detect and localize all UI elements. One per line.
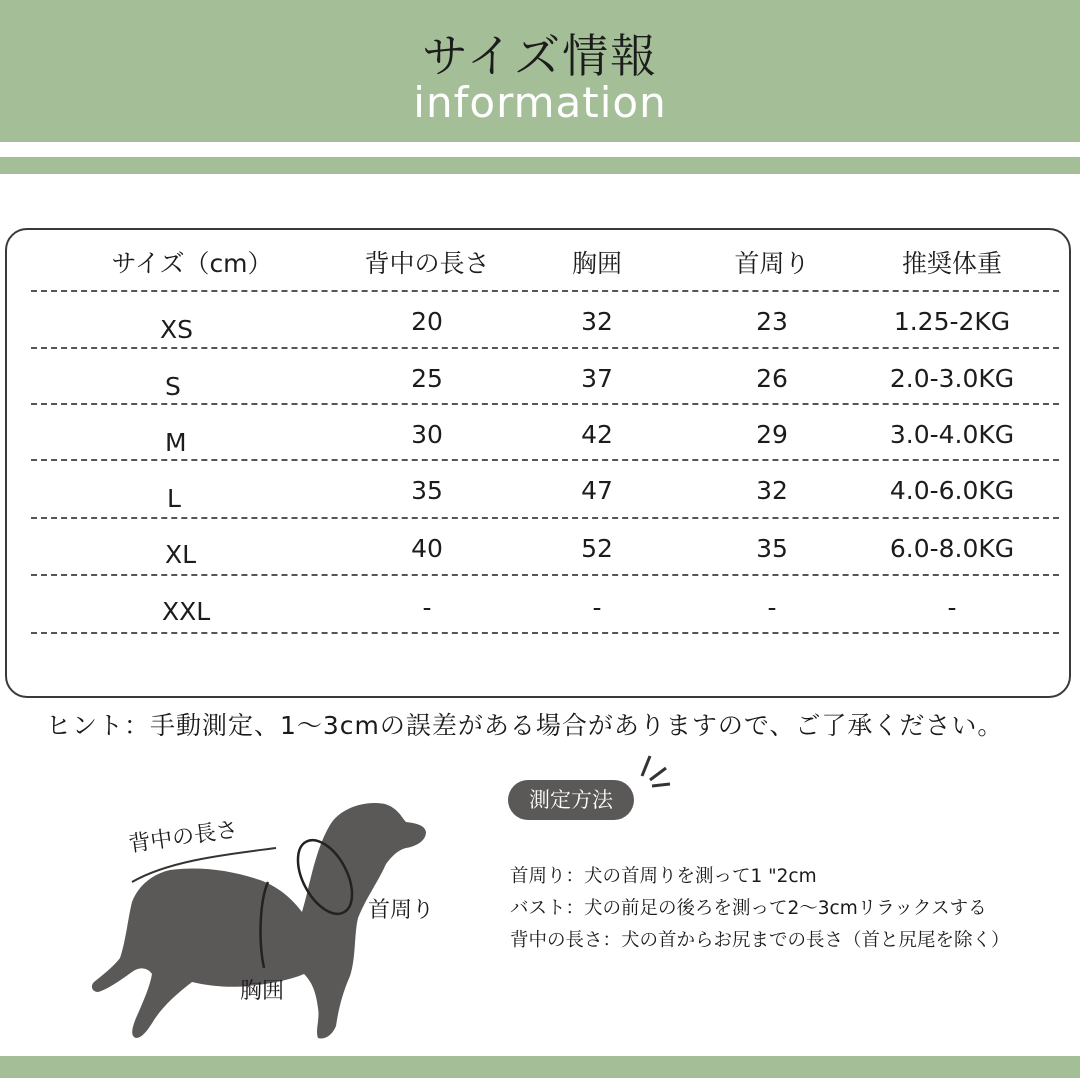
method-badge: 測定方法	[508, 780, 634, 820]
back-cell: 30	[411, 420, 443, 449]
chest-cell: -	[592, 593, 602, 622]
neck-cell: -	[767, 593, 777, 622]
size-cell: XL	[165, 540, 197, 569]
page-title: サイズ情報	[421, 29, 659, 83]
page-subtitle: information	[413, 78, 667, 127]
neck-cell: 32	[756, 476, 788, 505]
note-neck: 首周り：犬の首周りを測って1 "2cm	[510, 866, 817, 887]
header-chest: 胸囲	[571, 249, 622, 278]
weight-cell: 1.25-2KG	[893, 307, 1011, 336]
back-cell: 20	[411, 307, 443, 336]
table-row	[7, 407, 1073, 463]
weight-cell: 2.0-3.0KG	[889, 364, 1015, 393]
back-cell: 25	[411, 364, 443, 393]
row-divider	[31, 403, 1059, 405]
weight-cell: 6.0-8.0KG	[889, 534, 1015, 563]
row-divider	[31, 517, 1059, 519]
header-neck: 首周り	[734, 249, 810, 278]
header-back-length: 背中の長さ	[364, 249, 490, 278]
row-divider	[31, 632, 1059, 634]
table-row	[7, 463, 1073, 519]
table-row	[7, 294, 1073, 350]
size-cell: XXL	[162, 597, 211, 626]
size-cell: L	[167, 484, 181, 513]
chest-cell: 47	[581, 476, 613, 505]
row-divider	[31, 459, 1059, 461]
row-divider	[31, 574, 1059, 576]
back-cell: 40	[411, 534, 443, 563]
header-weight: 推奨体重	[901, 249, 1002, 278]
table-row	[7, 580, 1073, 636]
size-cell: S	[165, 372, 181, 401]
divider-stripe-top	[0, 157, 1080, 174]
weight-cell: -	[947, 593, 957, 622]
row-divider	[31, 347, 1059, 349]
neck-cell: 29	[756, 420, 788, 449]
size-table	[5, 228, 1071, 698]
weight-cell: 4.0-6.0KG	[889, 476, 1015, 505]
size-cell: M	[165, 428, 187, 457]
label-chest: 胸囲	[240, 979, 285, 1004]
chest-cell: 52	[581, 534, 613, 563]
neck-cell: 23	[756, 307, 788, 336]
hint-text: ヒント：手動測定、1～3cmの誤差がある場合がありますので、ご了承ください。	[46, 711, 1004, 740]
chest-cell: 42	[581, 420, 613, 449]
label-neck: 首周り	[368, 898, 435, 923]
sparkle-icon	[636, 748, 676, 788]
table-row	[7, 521, 1073, 577]
chest-cell: 37	[581, 364, 613, 393]
note-bust: バスト：犬の前足の後ろを測って2～3cmリラックスする	[510, 898, 987, 919]
chest-cell: 32	[581, 307, 613, 336]
header-size: サイズ（cm）	[111, 249, 273, 278]
label-back-length: 背中の長さ	[127, 817, 240, 858]
note-back: 背中の長さ：犬の首からお尻までの長さ（首と尻尾を除く）	[510, 930, 1010, 951]
neck-cell: 35	[756, 534, 788, 563]
row-divider	[31, 290, 1059, 292]
table-header-row	[7, 236, 1073, 292]
size-cell: XS	[160, 315, 193, 344]
back-cell: 35	[411, 476, 443, 505]
neck-cell: 26	[756, 364, 788, 393]
weight-cell: 3.0-4.0KG	[889, 420, 1015, 449]
divider-stripe-bottom	[0, 1056, 1080, 1078]
table-row	[7, 351, 1073, 407]
back-cell: -	[422, 593, 432, 622]
